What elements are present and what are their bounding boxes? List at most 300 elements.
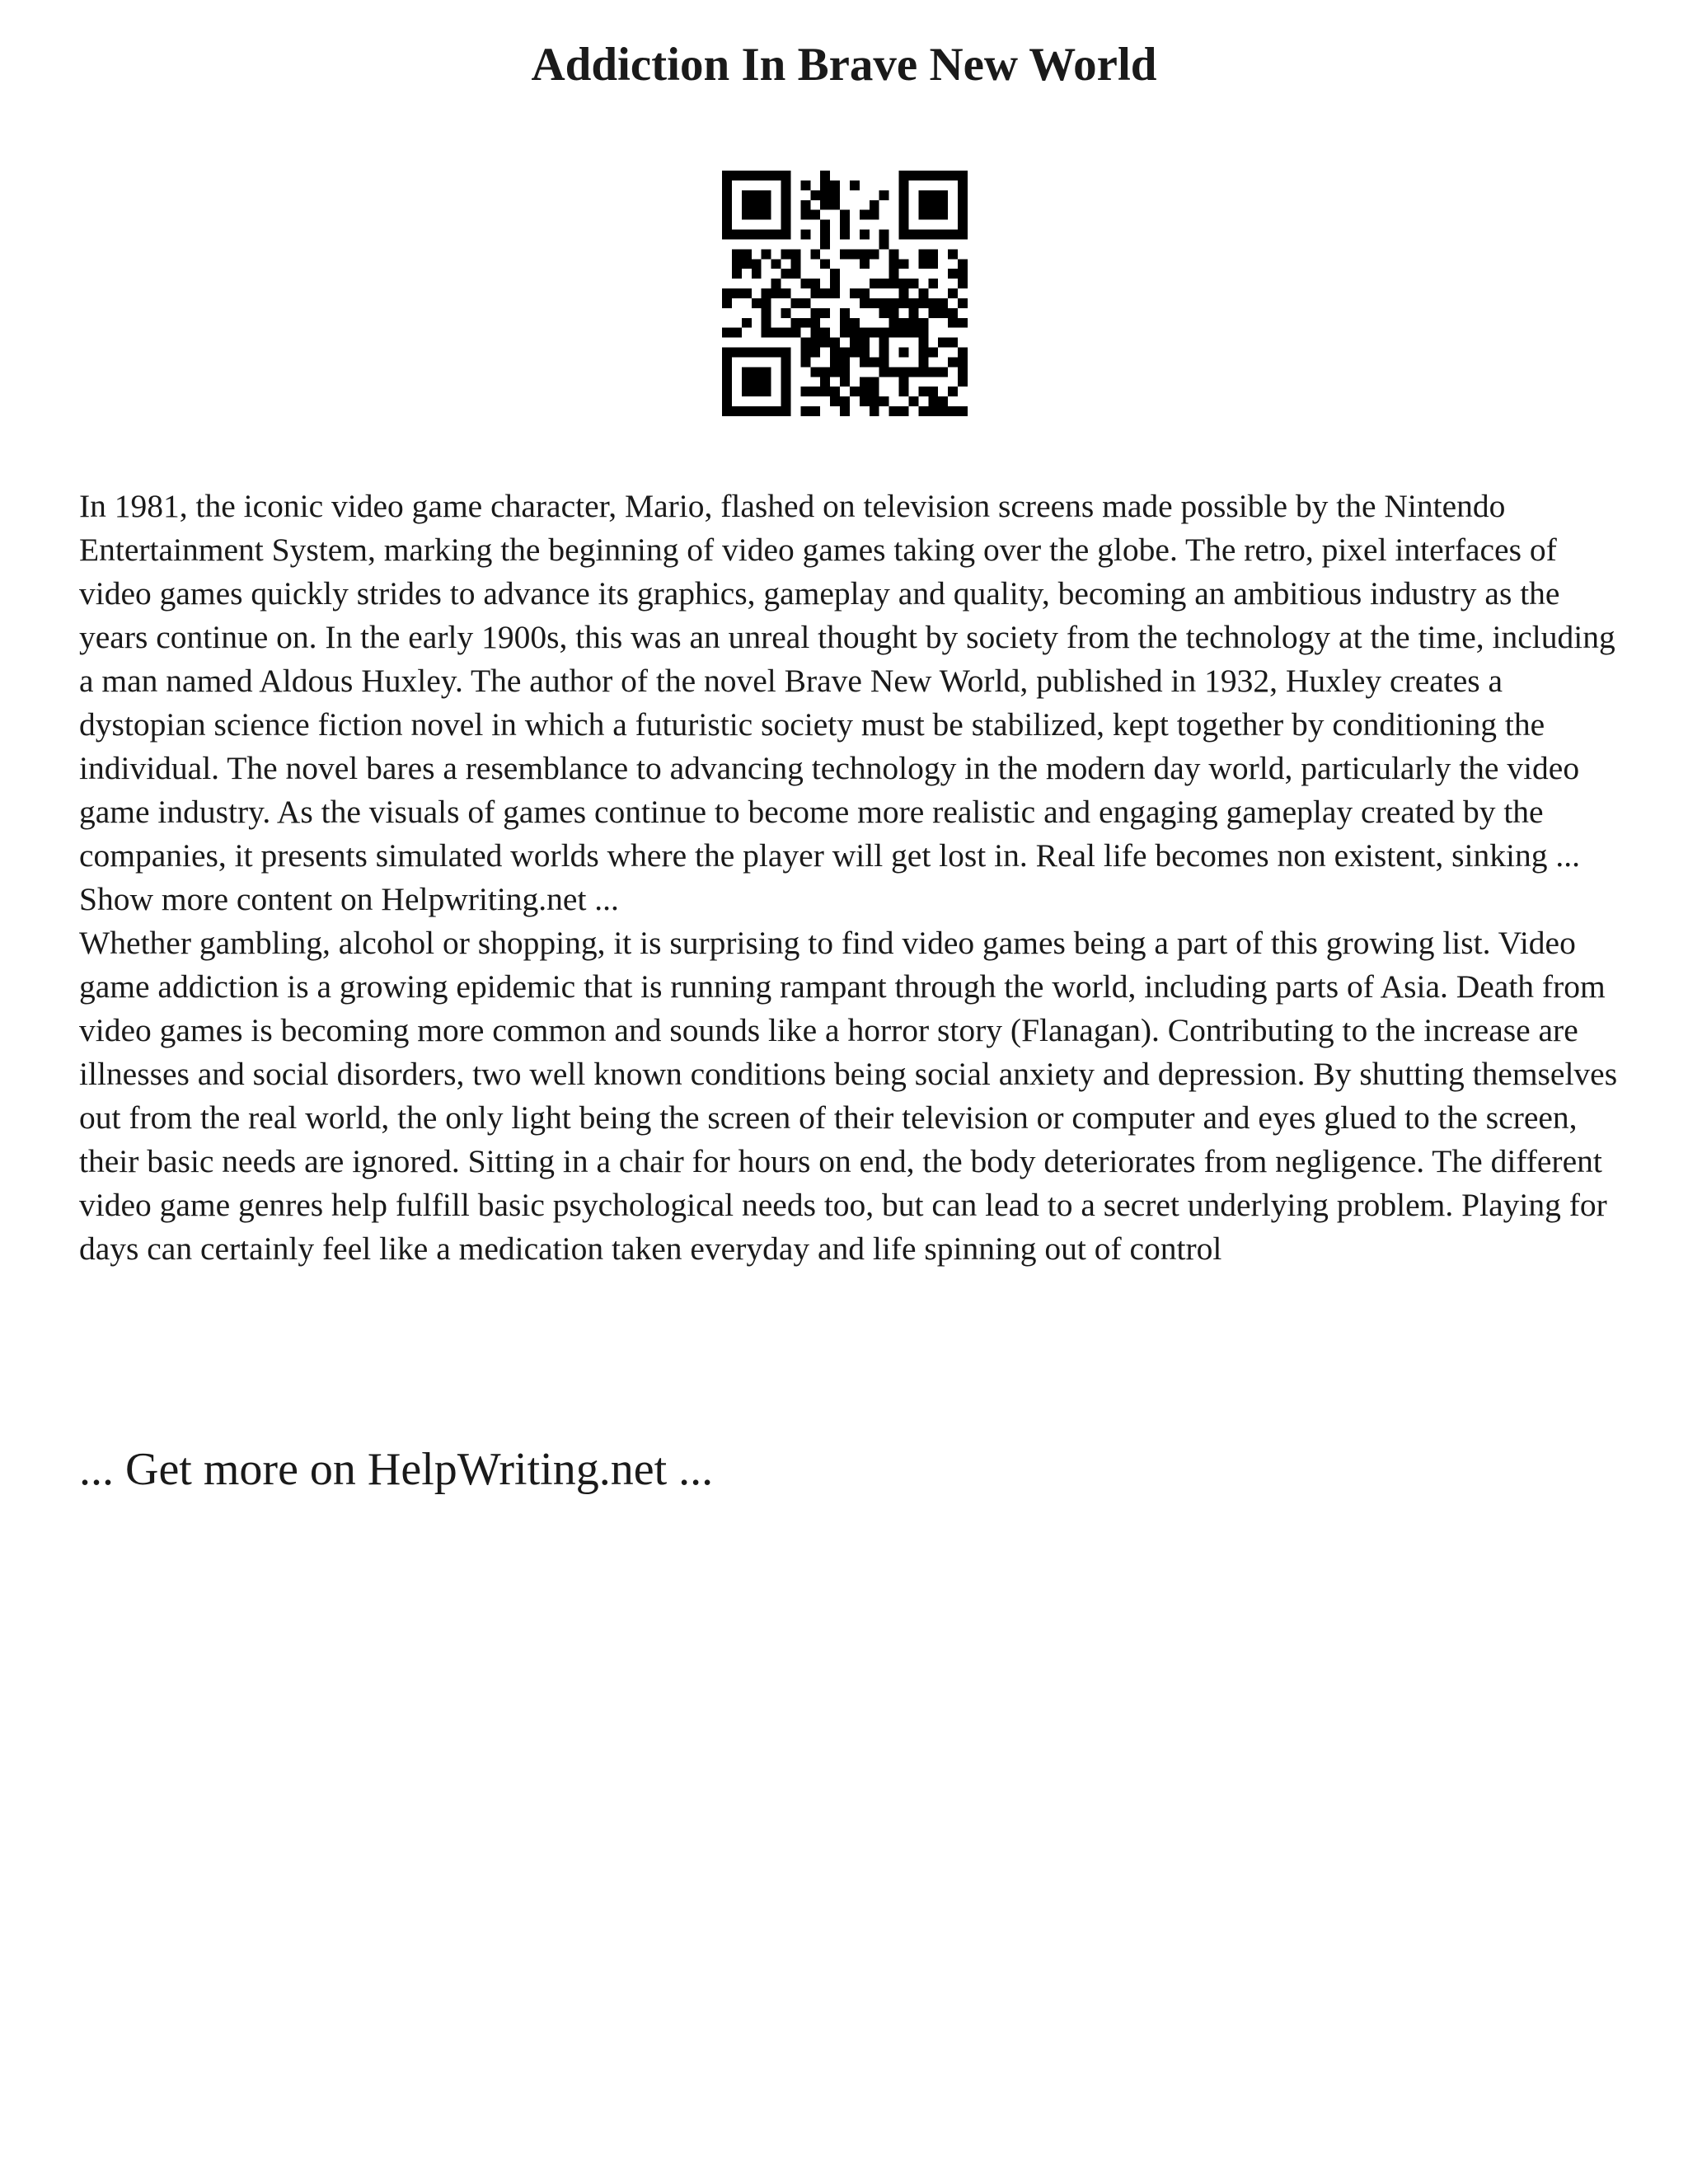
- qr-module: [722, 406, 732, 416]
- qr-module: [870, 387, 879, 396]
- qr-module: [870, 298, 879, 308]
- qr-module: [830, 180, 840, 190]
- qr-module: [762, 377, 771, 387]
- qr-module: [781, 220, 791, 230]
- qr-module: [830, 367, 840, 377]
- qr-module: [870, 200, 879, 210]
- qr-module: [840, 396, 850, 406]
- article-body: [79, 485, 1629, 1271]
- qr-module: [800, 298, 810, 308]
- qr-module: [938, 308, 948, 318]
- qr-module: [752, 200, 762, 210]
- qr-module: [928, 249, 938, 259]
- qr-module: [928, 279, 938, 288]
- qr-module: [820, 377, 830, 387]
- qr-module: [732, 249, 742, 259]
- qr-module: [800, 200, 810, 210]
- qr-module: [762, 308, 771, 318]
- qr-module: [840, 367, 850, 377]
- qr-module: [938, 338, 948, 348]
- qr-module: [958, 357, 968, 367]
- qr-module: [928, 308, 938, 318]
- qr-module: [870, 396, 879, 406]
- qr-module: [889, 318, 899, 328]
- qr-module: [820, 230, 830, 240]
- qr-module: [800, 230, 810, 240]
- qr-module: [889, 406, 899, 416]
- qr-module: [889, 279, 899, 288]
- qr-module: [908, 171, 918, 180]
- qr-module: [722, 200, 732, 210]
- qr-module: [958, 298, 968, 308]
- qr-module: [948, 318, 958, 328]
- qr-module: [918, 357, 928, 367]
- qr-module: [899, 210, 909, 220]
- qr-module: [742, 367, 752, 377]
- qr-module: [899, 348, 909, 358]
- qr-module: [889, 308, 899, 318]
- qr-module: [762, 318, 771, 328]
- qr-module: [742, 348, 752, 358]
- qr-module: [918, 200, 928, 210]
- qr-module: [958, 190, 968, 200]
- qr-module: [722, 210, 732, 220]
- qr-module: [948, 338, 958, 348]
- qr-module: [722, 357, 732, 367]
- qr-module: [918, 406, 928, 416]
- qr-module: [938, 298, 948, 308]
- qr-module: [870, 357, 879, 367]
- qr-module: [958, 318, 968, 328]
- qr-module: [958, 220, 968, 230]
- qr-module: [850, 338, 860, 348]
- qr-module: [840, 348, 850, 358]
- qr-module: [810, 328, 820, 338]
- qr-module: [830, 279, 840, 288]
- qr-module: [928, 387, 938, 396]
- qr-module: [732, 171, 742, 180]
- qr-module: [800, 338, 810, 348]
- qr-module: [781, 288, 791, 298]
- qr-module: [899, 279, 909, 288]
- qr-module: [820, 180, 830, 190]
- qr-module: [810, 406, 820, 416]
- qr-module: [742, 210, 752, 220]
- qr-module: [810, 279, 820, 288]
- qr-module: [781, 348, 791, 358]
- qr-module: [820, 259, 830, 269]
- qr-module: [958, 367, 968, 377]
- qr-module: [908, 298, 918, 308]
- qr-module: [928, 298, 938, 308]
- qr-module: [830, 338, 840, 348]
- qr-module: [840, 406, 850, 416]
- qr-module: [771, 279, 781, 288]
- qr-module: [958, 210, 968, 220]
- qr-module: [958, 348, 968, 358]
- qr-module: [938, 406, 948, 416]
- qr-module: [840, 318, 850, 328]
- qr-module: [899, 298, 909, 308]
- qr-module: [810, 367, 820, 377]
- qr-module: [889, 298, 899, 308]
- qr-module: [879, 367, 889, 377]
- qr-module: [790, 298, 800, 308]
- qr-module: [899, 220, 909, 230]
- qr-module: [958, 200, 968, 210]
- qr-module: [790, 318, 800, 328]
- qr-module: [810, 308, 820, 318]
- qr-module: [781, 406, 791, 416]
- qr-module: [752, 377, 762, 387]
- qr-module: [810, 249, 820, 259]
- qr-module: [928, 230, 938, 240]
- qr-module: [870, 210, 879, 220]
- qr-module: [752, 298, 762, 308]
- qr-module: [850, 348, 860, 358]
- qr-module: [820, 171, 830, 180]
- qr-module: [840, 210, 850, 220]
- qr-module: [771, 259, 781, 269]
- qr-module: [899, 230, 909, 240]
- get-more-link[interactable]: ... Get more on HelpWriting.net ...: [79, 1444, 714, 1495]
- qr-module: [732, 259, 742, 269]
- qr-module: [790, 259, 800, 269]
- qr-module: [918, 348, 928, 358]
- qr-module: [918, 249, 928, 259]
- qr-module: [752, 387, 762, 396]
- qr-module: [850, 288, 860, 298]
- qr-module: [830, 357, 840, 367]
- qr-module: [958, 377, 968, 387]
- document-title: Addiction In Brave New World: [531, 39, 1157, 91]
- qr-module: [860, 230, 870, 240]
- qr-module: [820, 308, 830, 318]
- qr-module: [918, 387, 928, 396]
- qr-module: [840, 357, 850, 367]
- qr-module: [938, 396, 948, 406]
- qr-module: [879, 239, 889, 249]
- qr-module: [762, 210, 771, 220]
- qr-module: [771, 328, 781, 338]
- qr-module: [771, 406, 781, 416]
- qr-module: [889, 249, 899, 259]
- qr-module: [948, 357, 958, 367]
- qr-module: [820, 200, 830, 210]
- qr-module: [879, 230, 889, 240]
- qr-module: [722, 348, 732, 358]
- qr-module: [742, 288, 752, 298]
- qr-module: [928, 171, 938, 180]
- qr-module: [948, 288, 958, 298]
- qr-module: [752, 210, 762, 220]
- qr-module: [781, 367, 791, 377]
- qr-module: [752, 367, 762, 377]
- qr-module: [800, 318, 810, 328]
- qr-module: [752, 406, 762, 416]
- qr-module: [830, 200, 840, 210]
- qr-module: [860, 298, 870, 308]
- qr-module: [781, 377, 791, 387]
- qr-module: [722, 171, 732, 180]
- qr-module: [908, 279, 918, 288]
- qr-module: [860, 377, 870, 387]
- qr-module: [790, 249, 800, 259]
- qr-module: [762, 298, 771, 308]
- qr-module: [732, 230, 742, 240]
- qr-module: [918, 210, 928, 220]
- qr-module: [899, 406, 909, 416]
- qr-module: [722, 230, 732, 240]
- qr-module: [899, 377, 909, 387]
- qr-module: [790, 328, 800, 338]
- qr-module: [938, 200, 948, 210]
- qr-module: [830, 396, 840, 406]
- qr-module: [722, 220, 732, 230]
- qr-module: [918, 318, 928, 328]
- qr-module: [820, 288, 830, 298]
- qr-module: [820, 328, 830, 338]
- qr-module: [879, 348, 889, 358]
- qr-module: [850, 180, 860, 190]
- qr-module: [860, 387, 870, 396]
- qr-module: [958, 269, 968, 279]
- qr-module: [781, 210, 791, 220]
- qr-module: [800, 210, 810, 220]
- qr-module: [781, 328, 791, 338]
- qr-module: [810, 348, 820, 358]
- qr-module: [722, 387, 732, 396]
- qr-module: [781, 396, 791, 406]
- qr-module: [958, 279, 968, 288]
- qr-module: [732, 269, 742, 279]
- qr-module: [860, 288, 870, 298]
- qr-module: [732, 348, 742, 358]
- qr-module: [860, 328, 870, 338]
- qr-module: [810, 190, 820, 200]
- article-paragraph-2: Whether gambling, alcohol or shopping, it is surprising to find video games being a part of this growing list. Video game addiction is a growing epidemic that is running rampant through the world, including parts of Asia. Death from video games is becoming more common and sounds like a horror story (Flanagan). Contributing to the increase are illnesses and social disorders, two well known conditions being social anxiety and depression. By shutting themselves out from the real world, the only light being the screen of their television or computer and eyes glued to the screen, their basic needs are ignored. Sitting in a chair for hours on end, the body deteriorates from negligence. The different video game genres help fulfill basic psychological needs too, but can lead to a secret underlying problem. Playing for days can certainly feel like a medication taken everyday and life spinning out of control: [79, 925, 1618, 1267]
- qr-module: [722, 288, 732, 298]
- qr-module: [790, 269, 800, 279]
- qr-module: [918, 171, 928, 180]
- qr-module: [840, 308, 850, 318]
- qr-module: [928, 210, 938, 220]
- qr-module: [958, 406, 968, 416]
- qr-module: [742, 171, 752, 180]
- qr-module: [722, 328, 732, 338]
- qr-module: [860, 396, 870, 406]
- qr-module: [800, 357, 810, 367]
- qr-module: [958, 180, 968, 190]
- qr-module: [800, 279, 810, 288]
- qr-module: [870, 328, 879, 338]
- qr-module: [771, 171, 781, 180]
- qr-module: [752, 348, 762, 358]
- qr-module: [781, 308, 791, 318]
- qr-module: [870, 377, 879, 387]
- qr-module: [938, 171, 948, 180]
- qr-module: [899, 318, 909, 328]
- qr-module: [948, 171, 958, 180]
- qr-module: [899, 387, 909, 396]
- qr-module: [879, 338, 889, 348]
- qr-module: [742, 259, 752, 269]
- qr-module: [722, 180, 732, 190]
- qr-module: [732, 406, 742, 416]
- qr-module: [908, 328, 918, 338]
- qr-module: [879, 190, 889, 200]
- qr-module: [762, 171, 771, 180]
- qr-module: [879, 279, 889, 288]
- qr-module: [781, 171, 791, 180]
- qr-module: [820, 338, 830, 348]
- qr-module: [938, 190, 948, 200]
- qr-module: [840, 230, 850, 240]
- qr-module: [908, 367, 918, 377]
- qr-module: [820, 239, 830, 249]
- qr-module: [752, 259, 762, 269]
- qr-module: [840, 328, 850, 338]
- qr-module: [958, 259, 968, 269]
- qr-module: [889, 259, 899, 269]
- qr-module: [762, 387, 771, 396]
- qr-module: [918, 367, 928, 377]
- qr-module: [762, 328, 771, 338]
- qr-module: [840, 220, 850, 230]
- qr-module: [762, 249, 771, 259]
- qr-module: [850, 318, 860, 328]
- qr-module: [899, 171, 909, 180]
- qr-module: [722, 377, 732, 387]
- qr-module: [908, 308, 918, 318]
- qr-module: [850, 387, 860, 396]
- qr-module: [840, 377, 850, 387]
- qr-module: [722, 298, 732, 308]
- qr-module: [840, 249, 850, 259]
- qr-module: [830, 387, 840, 396]
- qr-module: [810, 288, 820, 298]
- qr-module: [908, 396, 918, 406]
- qr-module: [860, 357, 870, 367]
- qr-module: [908, 318, 918, 328]
- qr-module: [830, 348, 840, 358]
- qr-module: [820, 367, 830, 377]
- qr-module: [928, 367, 938, 377]
- qr-module: [870, 406, 879, 416]
- qr-module: [800, 406, 810, 416]
- qr-module: [762, 190, 771, 200]
- qr-module: [820, 220, 830, 230]
- qr-module: [948, 387, 958, 396]
- qr-module: [781, 230, 791, 240]
- qr-module: [830, 288, 840, 298]
- qr-module: [752, 171, 762, 180]
- qr-module: [870, 279, 879, 288]
- qr-module: [938, 210, 948, 220]
- qr-module: [889, 269, 899, 279]
- qr-module: [918, 288, 928, 298]
- qr-module: [752, 230, 762, 240]
- qr-module: [810, 318, 820, 328]
- qr-module: [928, 396, 938, 406]
- qr-module: [762, 200, 771, 210]
- qr-module: [918, 298, 928, 308]
- qr-module: [830, 269, 840, 279]
- qr-module: [742, 406, 752, 416]
- qr-module: [742, 200, 752, 210]
- qr-module: [879, 298, 889, 308]
- qr-module: [752, 190, 762, 200]
- qr-module: [948, 308, 958, 318]
- qr-module: [762, 288, 771, 298]
- qr-module: [899, 367, 909, 377]
- qr-module: [742, 377, 752, 387]
- qr-module: [948, 230, 958, 240]
- qr-module: [722, 367, 732, 377]
- qr-module: [810, 338, 820, 348]
- qr-module: [722, 396, 732, 406]
- qr-module: [918, 328, 928, 338]
- qr-module: [938, 230, 948, 240]
- qr-module: [948, 269, 958, 279]
- qr-module: [781, 249, 791, 259]
- qr-module: [860, 338, 870, 348]
- qr-module: [879, 328, 889, 338]
- qr-module: [918, 338, 928, 348]
- qr-module: [899, 259, 909, 269]
- qr-module: [918, 190, 928, 200]
- qr-module: [899, 200, 909, 210]
- qr-module: [742, 318, 752, 328]
- qr-module: [958, 230, 968, 240]
- article-paragraph-1: In 1981, the iconic video game character, Mario, flashed on television screens made possible by the Nintendo Entertainment System, marking the beginning of video games taking over the globe. The retro, pixel interfaces of video games quickly strides to advance its graphics, gameplay and quality, becoming an ambitious industry as the years continue on. In the early 1900s, this was an unreal thought by society from the technology at the time, including a man named Aldous Huxley. The author of the novel Brave New World, published in 1932, Huxley creates a dystopian science fiction novel in which a futuristic society must be stabilized, kept together by conditioning the individual. The novel bares a resemblance to advancing technology in the modern day world, particularly the video game industry. As the visuals of games continue to become more realistic and engaging gameplay created by the companies, it presents simulated worlds where the player will get lost in. Real life becomes non existent, sinking ... Show more content on Helpwriting.net ...: [79, 488, 1615, 917]
- qr-module: [771, 230, 781, 240]
- qr-module: [948, 406, 958, 416]
- qr-module: [928, 348, 938, 358]
- qr-module: [899, 180, 909, 190]
- qr-module: [781, 387, 791, 396]
- qr-module: [820, 387, 830, 396]
- qr-module: [889, 367, 899, 377]
- qr-module: [820, 190, 830, 200]
- qr-module: [899, 190, 909, 200]
- qr-module: [810, 210, 820, 220]
- qr-module: [899, 288, 909, 298]
- qr-module: [908, 230, 918, 240]
- qr-code-image[interactable]: [722, 171, 968, 416]
- qr-module: [860, 210, 870, 220]
- qr-module: [918, 259, 928, 269]
- qr-module: [752, 269, 762, 279]
- qr-module: [918, 230, 928, 240]
- qr-module: [781, 200, 791, 210]
- qr-module: [742, 230, 752, 240]
- qr-module: [762, 406, 771, 416]
- qr-module: [762, 367, 771, 377]
- qr-module: [800, 348, 810, 358]
- qr-module: [850, 249, 860, 259]
- qr-module: [810, 387, 820, 396]
- qr-module: [889, 328, 899, 338]
- qr-module: [762, 348, 771, 358]
- qr-module: [781, 269, 791, 279]
- qr-module: [928, 259, 938, 269]
- qr-module: [762, 230, 771, 240]
- qr-module: [860, 348, 870, 358]
- qr-module: [879, 308, 889, 318]
- qr-module: [938, 367, 948, 377]
- qr-module: [742, 190, 752, 200]
